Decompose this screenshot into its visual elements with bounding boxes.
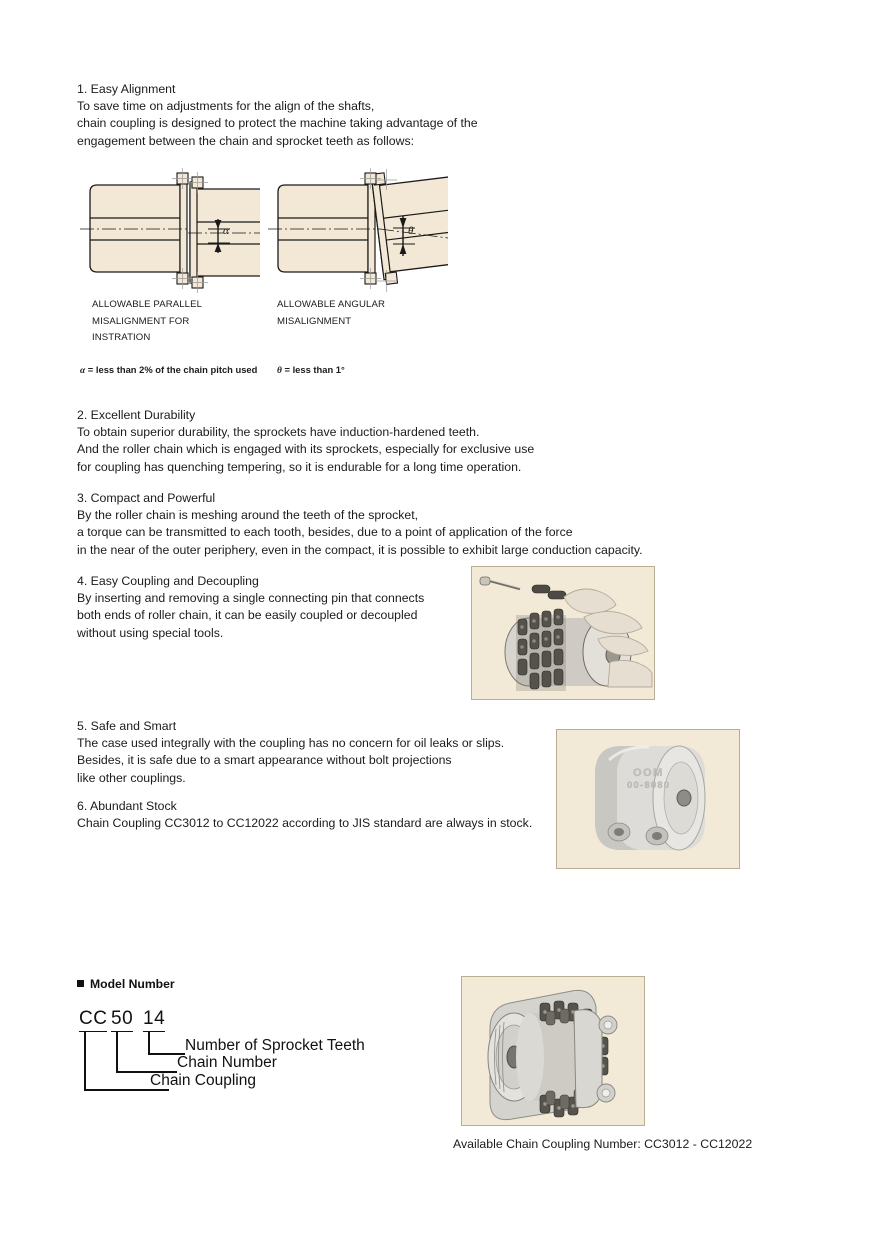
section-line: without using special tools. xyxy=(77,625,224,640)
theta-symbol-legend: θ xyxy=(277,366,282,376)
model-number-heading-text: Model Number xyxy=(90,977,175,991)
section-heading: 6. Abundant Stock xyxy=(77,799,177,813)
section-line: To obtain superior durability, the sprockets have induction-hardened teeth. xyxy=(77,425,480,440)
section-line: By the roller chain is meshing around the teeth of the sprocket, xyxy=(77,508,419,523)
section-line: The case used integrally with the coupling has no concern for oil leaks or slips. xyxy=(77,736,505,751)
section-line: Besides, it is safe due to a smart appearance without bolt projections xyxy=(77,753,452,768)
alpha-symbol-legend: α xyxy=(80,366,86,376)
section-line: Chain Coupling CC3012 to CC12022 according to JIS standard are always in stock. xyxy=(77,816,533,831)
caption-line: MISALIGNMENT FOR xyxy=(92,315,190,327)
parallel-legend xyxy=(80,364,257,376)
photo-chain-coupling-pin-insertion xyxy=(471,566,655,700)
photo-chain-coupling-assembly xyxy=(461,976,645,1126)
parallel-misalignment-diagram xyxy=(80,168,260,298)
model-code-part-cc: CC xyxy=(79,1008,107,1032)
angular-misalignment-diagram xyxy=(268,168,448,298)
caption-line: MISALIGNMENT xyxy=(277,315,352,327)
parallel-legend-text: = less than 2% of the chain pitch used xyxy=(87,364,258,375)
section-easy-coupling-and-decoupling xyxy=(77,573,424,642)
section-heading: 5. Safe and Smart xyxy=(77,719,177,733)
cover-emboss-line1: OOM xyxy=(633,767,664,779)
section-line: in the near of the outer periphery, even in the compact, it is possible to exhibit large conduction capacity. xyxy=(77,542,643,557)
caption-line: ALLOWABLE PARALLEL xyxy=(92,299,203,310)
pin-insertion-illustration xyxy=(472,567,654,699)
theta-symbol: θ xyxy=(408,225,414,237)
caption-line: ALLOWABLE ANGULAR xyxy=(277,299,385,310)
model-label-sprocket-teeth: Number of Sprocket Teeth xyxy=(185,1037,365,1054)
model-number-heading xyxy=(77,977,175,991)
cover-emboss-line2: 00-8080 xyxy=(627,780,671,791)
parallel-caption xyxy=(92,297,202,347)
section-line: for coupling has quenching tempering, so it is endurable for a long time operation. xyxy=(77,459,522,474)
coupling-assembly-illustration xyxy=(462,977,644,1125)
section-abundant-stock xyxy=(77,798,532,832)
model-label-chain-number: Chain Number xyxy=(177,1054,277,1071)
section-line: By inserting and removing a single connecting pin that connects xyxy=(77,591,425,606)
assembly-photo-caption: Available Chain Coupling Number: CC3012 - CC12022 xyxy=(453,1137,753,1151)
section-heading: 4. Easy Coupling and Decoupling xyxy=(77,574,259,588)
caption-line: INSTRATION xyxy=(92,332,151,344)
square-bullet-icon xyxy=(77,980,84,987)
section-line: And the roller chain which is engaged with its sprockets, especially for exclusive use xyxy=(77,442,535,457)
section-safe-and-smart xyxy=(77,718,504,787)
alpha-symbol: α xyxy=(223,225,229,237)
section-line: chain coupling is designed to protect the machine taking advantage of the xyxy=(77,116,478,131)
angular-legend-text: = less than 1° xyxy=(284,364,345,375)
photo-coupling-cover xyxy=(556,729,740,869)
section-excellent-durability xyxy=(77,407,534,476)
section-line: engagement between the chain and sprocket teeth as follows: xyxy=(77,133,415,148)
coupling-cover-illustration xyxy=(557,730,739,868)
section-heading: 3. Compact and Powerful xyxy=(77,491,216,505)
section-line: both ends of roller chain, it can be easily coupled or decoupled xyxy=(77,608,418,623)
model-code-part-teeth: 14 xyxy=(143,1008,165,1032)
angular-legend xyxy=(277,364,345,376)
angular-caption xyxy=(277,297,385,330)
section-easy-alignment xyxy=(77,81,478,150)
model-label-chain-coupling: Chain Coupling xyxy=(150,1072,256,1089)
section-line: like other couplings. xyxy=(77,770,186,785)
section-compact-and-powerful xyxy=(77,490,643,559)
section-line: a torque can be transmitted to each tooth, besides, due to a point of application of the force xyxy=(77,525,573,540)
section-heading: 2. Excellent Durability xyxy=(77,408,196,422)
section-heading: 1. Easy Alignment xyxy=(77,82,176,96)
section-line: To save time on adjustments for the align of the shafts, xyxy=(77,99,375,114)
model-code-part-chain: 50 xyxy=(111,1008,133,1032)
